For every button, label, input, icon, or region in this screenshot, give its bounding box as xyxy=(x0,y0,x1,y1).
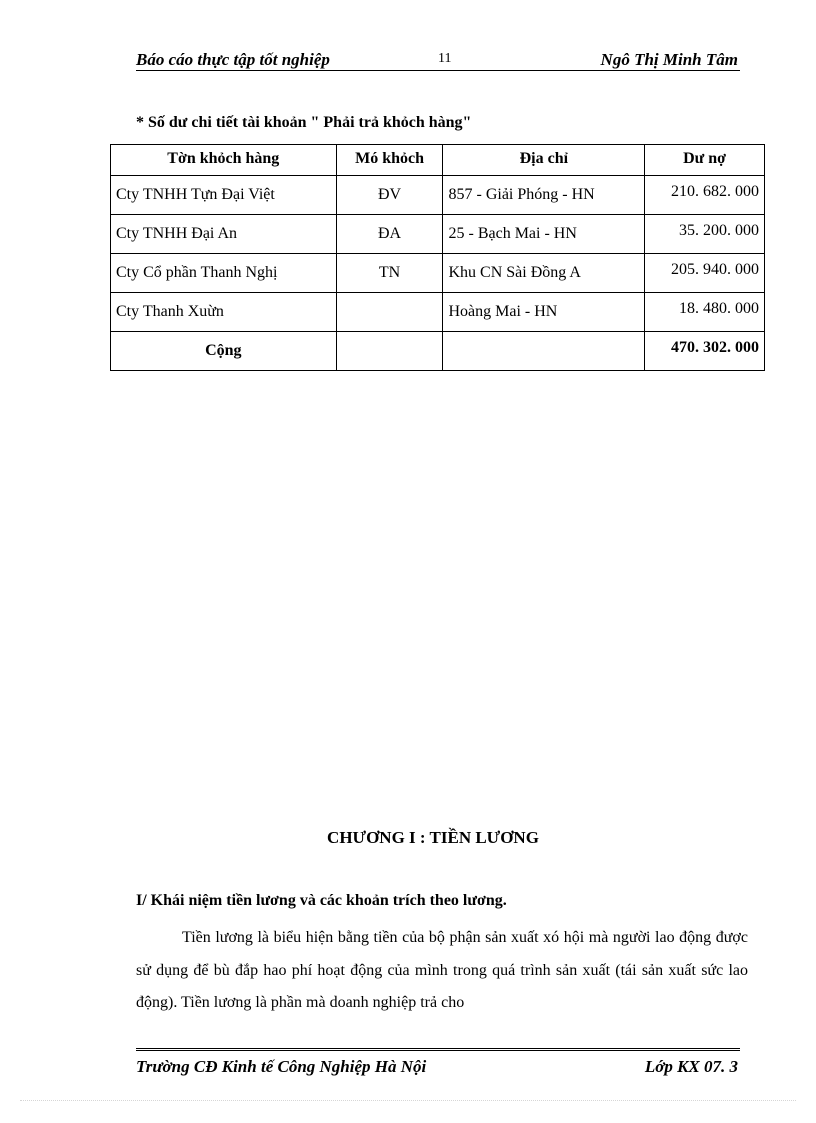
cell-address: Hoàng Mai - HN xyxy=(443,293,645,332)
table-row xyxy=(111,176,765,215)
col-header-customer-name: Tờn khỏch hàng xyxy=(111,145,337,176)
total-value: 470. 302. 000 xyxy=(645,332,765,371)
page-header xyxy=(136,48,740,71)
cell-customer-code: ĐV xyxy=(336,176,443,215)
header-report-title: Báo cáo thực tập tốt nghiệp xyxy=(136,50,330,69)
cell-customer-name: Cty Cổ phần Thanh Nghị xyxy=(111,254,337,293)
page-footer xyxy=(136,1048,740,1081)
cell-customer-code: TN xyxy=(336,254,443,293)
col-header-address: Địa chỉ xyxy=(443,145,645,176)
body-paragraph xyxy=(136,922,748,1020)
chapter-title: CHƯƠNG I : TIỀN LƯƠNG xyxy=(327,828,539,847)
total-label: Cộng xyxy=(111,332,337,371)
cell-customer-name: Cty Thanh Xuừn xyxy=(111,293,337,332)
cell-balance: 35. 200. 000 xyxy=(645,215,765,254)
cell-address: 25 - Bạch Mai - HN xyxy=(443,215,645,254)
header-author: Ngô Thị Minh Tâm xyxy=(600,50,738,69)
section-title: * Số dư chi tiết tài khoản " Phải trả khỏch hàng" xyxy=(136,114,472,131)
table-row xyxy=(111,293,765,332)
col-header-balance: Dư nợ xyxy=(645,145,765,176)
total-empty-cell xyxy=(336,332,443,371)
cell-customer-code xyxy=(336,293,443,332)
footer-school: Trường CĐ Kinh tế Công Nghiệp Hà Nội xyxy=(136,1057,427,1076)
footer-class: Lớp KX 07. 3 xyxy=(644,1057,738,1076)
cell-customer-name: Cty TNHH Đại An xyxy=(111,215,337,254)
cell-balance: 205. 940. 000 xyxy=(645,254,765,293)
sub-heading: I/ Khái niệm tiền lương và các khoản trích theo lương. xyxy=(136,892,507,909)
cell-customer-code: ĐA xyxy=(336,215,443,254)
table-header-row xyxy=(111,145,765,176)
cell-balance: 18. 480. 000 xyxy=(645,293,765,332)
table-total-row xyxy=(111,332,765,371)
table-row xyxy=(111,254,765,293)
cell-address: Khu CN Sài Đồng A xyxy=(443,254,645,293)
page-bottom-divider xyxy=(20,1100,796,1101)
cell-customer-name: Cty TNHH Tựn Đại Việt xyxy=(111,176,337,215)
cell-address: 857 - Giải Phóng - HN xyxy=(443,176,645,215)
total-empty-cell xyxy=(443,332,645,371)
paragraph-text: Tiền lương là biểu hiện bằng tiền của bộ phận sản xuất xó hội mà người lao động được sử dụng để bù đắp hao phí hoạt động của mình trong quá trình sản xuất (tái sản xuất sức lao động). Tiền lương là phần mà doanh nghiệp trả cho xyxy=(136,929,748,1011)
page-number: 11 xyxy=(438,51,452,66)
table-row xyxy=(111,215,765,254)
receivables-table xyxy=(110,144,765,371)
cell-balance: 210. 682. 000 xyxy=(645,176,765,215)
col-header-customer-code: Mó khỏch xyxy=(336,145,443,176)
